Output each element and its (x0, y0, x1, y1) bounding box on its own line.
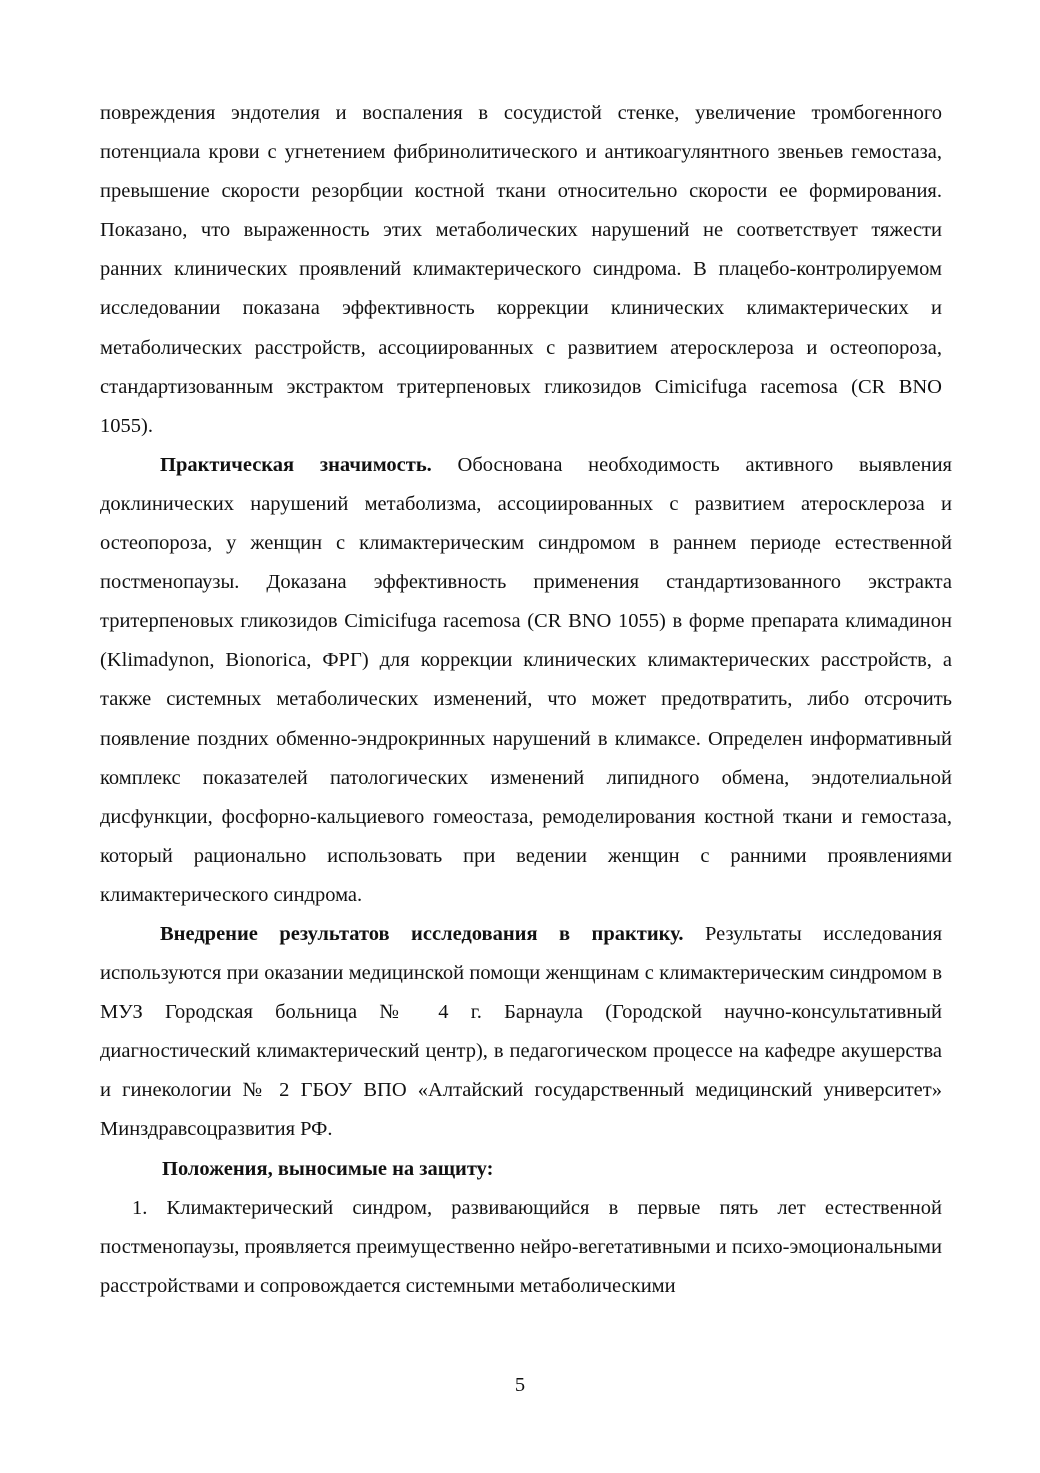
paragraph-implementation (100, 915, 942, 1150)
document-page (100, 94, 952, 1306)
list-item-text: Климактерический синдром, развивающийся в первые пять лет естественной постменопаузы, проявляется преимущественно нейро-вегетативными и психо-эмоциональными расстройствами и сопровождается системными метаболическими (100, 1196, 942, 1297)
list-item (100, 1189, 942, 1306)
paragraph-results-continuation: повреждения эндотелия и воспаления в сосудистой стенке, увеличение тромбогенного потенциала крови с угнетением фибринолитического и антикоагулянтного звеньев гемостаза, превышение скорости резорбции костной ткани относительно скорости ее формирования. Показано, что выраженность этих метаболических нарушений не соответствует тяжести ранних клинических проявлений климактерического синдрома. В плацебо-контролируемом исследовании показана эффективность коррекции клинических климактерических и метаболических расстройств, ассоциированных с развитием атеросклероза и остеопороза, стандартизованным экстрактом тритерпеновых гликозидов Cimicifuga racemosa (CR BNO 1055). (100, 102, 942, 437)
paragraph-practical-significance (100, 446, 952, 915)
list-item-number: 1. (132, 1196, 148, 1219)
practical-significance-text: Обоснована необходимость активного выявления доклинических нарушений метаболизма, ассоциированных с развитием атеросклероза и остеопороза, у женщин с климактерическим синдромом в раннем периоде естественной постменопаузы. Доказана эффективность применения стандартизованного экстракта тритерпеновых гликозидов Cimicifuga racemosa (CR BNO 1055) в форме препарата климадинон (Klimadynon, Bionorica, ФРГ) для коррекции клинических климактерических расстройств, а также системных метаболических изменений, что может предотвратить, либо отсрочить появление поздних обменно-эндрокринных нарушений в климаксе. Определен информативный комплекс показателей патологических изменений липидного обмена, эндотелиальной дисфункции, фосфорно-кальциевого гомеостаза, ремоделирования костной ткани и гемостаза, который рационально использовать при ведении женщин с ранними проявлениями климактерического синдрома. (100, 453, 952, 906)
implementation-text: Результаты исследования используются при оказании медицинской помощи женщинам с климактерическим синдромом в МУЗ Городская больница № 4 г. Барнаула (Городской научно-консультативный диагностический климактерический центр), в педагогическом процессе на кафедре акушерства и гинекологии № 2 ГБОУ ВПО «Алтайский государственный медицинский университет» Минздравсоцразвития РФ. (100, 922, 943, 1141)
page-number: 5 (514, 1374, 526, 1396)
implementation-heading: Внедрение результатов исследования в практику. (160, 922, 684, 945)
practical-significance-heading: Практическая значимость. (160, 453, 432, 476)
defense-statements-heading: Положения, выносимые на защиту: (162, 1157, 494, 1180)
